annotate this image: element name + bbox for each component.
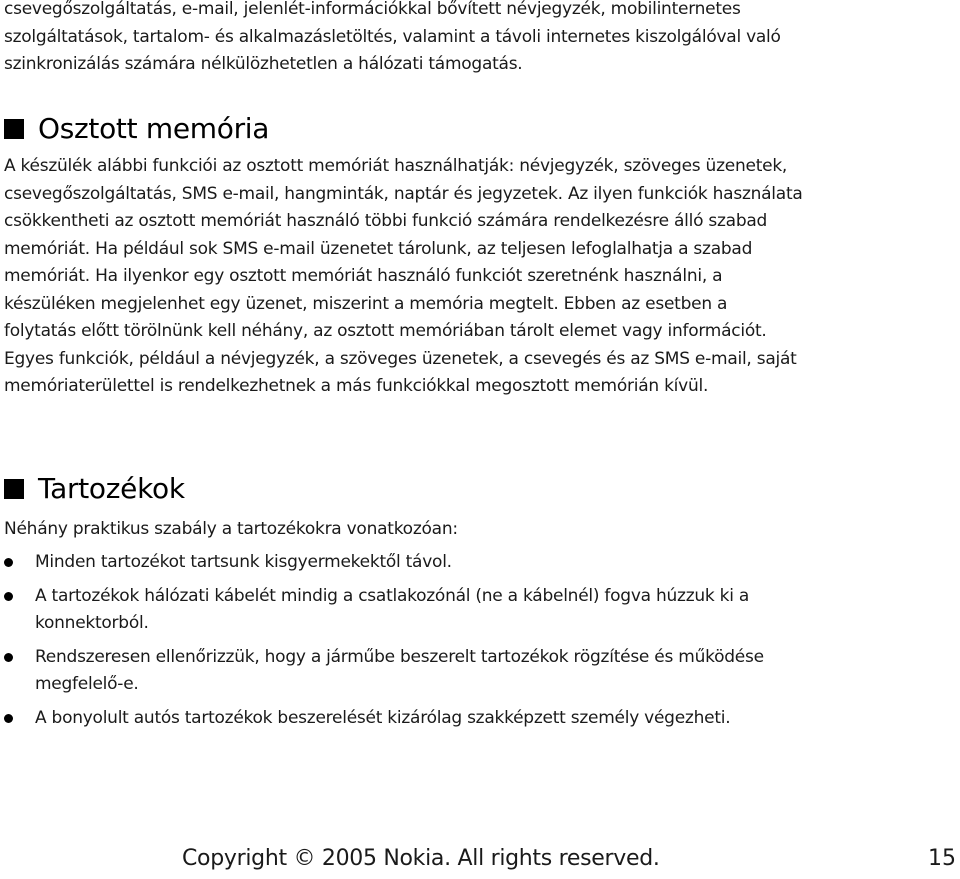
bullet-dot-icon — [4, 714, 13, 723]
list-item — [4, 549, 804, 577]
list-item — [4, 705, 804, 733]
bullet-dot-icon — [4, 592, 13, 601]
section-heading-text: Osztott memória — [38, 112, 270, 145]
copyright-notice: Copyright © 2005 Nokia. All rights reserved. — [182, 846, 660, 871]
accessories-intro: Néhány praktikus szabály a tartozékokra vonatkozóan: — [4, 519, 458, 539]
page-footer — [4, 846, 956, 879]
section-heading-text: Tartozékok — [38, 472, 185, 505]
list-item-text: A bonyolult autós tartozékok beszerelését kizárólag szakképzett személy végezheti. — [35, 707, 731, 728]
list-item-text: Minden tartozékot tartsunk kisgyermekektől távol. — [35, 552, 452, 572]
section-heading-shared-memory — [4, 112, 269, 145]
list-item — [4, 583, 804, 638]
square-bullet-icon — [4, 479, 24, 499]
list-item — [4, 644, 804, 699]
square-bullet-icon — [4, 119, 24, 139]
bullet-dot-icon — [4, 653, 13, 662]
section-heading-accessories — [4, 472, 185, 505]
page-number: 15 — [928, 846, 956, 871]
accessories-bullet-list — [4, 549, 804, 738]
bullet-dot-icon — [4, 558, 13, 567]
list-item-text: Rendszeresen ellenőrizzük, hogy a járműbe beszerelt tartozékok rögzítése és működése megfelelő-e. — [35, 646, 764, 694]
shared-memory-paragraph: A készülék alábbi funkciói az osztott memóriát használhatják: névjegyzék, szöveges üzenetek, csevegőszolgáltatás, SMS e-mail, hangminták, naptár és jegyzetek. Az ilyen funkciók használata csökkentheti az osztott memóriát használó többi funkció számára rendelkezésre álló szabad memóriát. Ha például sok SMS e-mail üzenetet tárolunk, az teljesen lefoglalhatja a szabad memóriát. Ha ilyenkor egy osztott memóriát használó funkciót szeretnénk használni, a készüléken megjelenhet egy üzenet, miszerint a memória megtelt. Ebben az esetben a folytatás előtt törölnünk kell néhány, az osztott memóriában tárolt elemet vagy információt. Egyes funkciók, például a névjegyzék, a szöveges üzenetek, a csevegés és az SMS e-mail, saját memóriaterülettel is rendelkezhetnek a más funkciókkal megosztott memórián kívül. — [4, 156, 803, 396]
list-item-text: A tartozékok hálózati kábelét mindig a csatlakozónál (ne a kábelnél) fogva húzzuk ki a konnektorból. — [35, 585, 750, 633]
intro-paragraph: csevegőszolgáltatás, e-mail, jelenlét-információkkal bővített névjegyzék, mobilinternetes szolgáltatások, tartalom- és alkalmazásletöltés, valamint a távoli internetes kiszolgálóval való szinkronizálás számára nélkülözhetetlen a hálózati támogatás. — [4, 0, 781, 74]
